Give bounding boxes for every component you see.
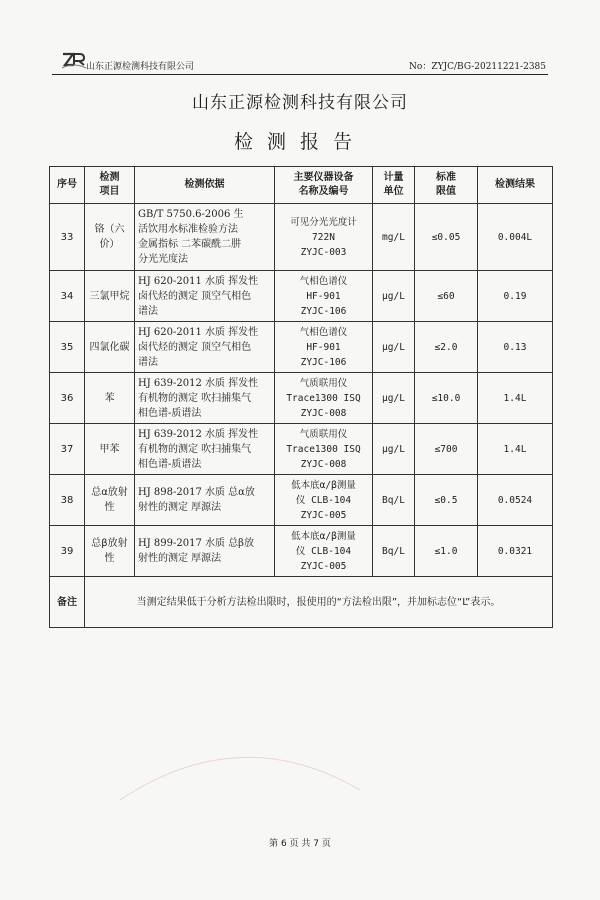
note-label: 备注 <box>50 577 85 628</box>
row-seq: 36 <box>50 373 85 424</box>
row-item: 四氯化碳 <box>85 322 135 373</box>
table-row <box>50 475 553 526</box>
row-limit: ≤0.05 <box>415 204 478 271</box>
page-footer: 第 6 页 共 7 页 <box>269 839 331 849</box>
row-instrument: 气相色谱仪 HF-901 ZYJC-106 <box>275 271 373 322</box>
report-title: 检测报告 <box>233 131 366 153</box>
row-unit: μg/L <box>373 322 415 373</box>
table-row <box>50 271 553 322</box>
row-method: HJ 898-2017 水质 总α放 射性的测定 厚源法 <box>135 475 275 526</box>
row-item: 甲苯 <box>85 424 135 475</box>
row-unit: Bq/L <box>373 475 415 526</box>
page-header <box>52 50 548 75</box>
table-header-row <box>50 167 553 204</box>
row-instrument: 气相色谱仪 HF-901 ZYJC-106 <box>275 322 373 373</box>
row-item: 总α放射 性 <box>85 475 135 526</box>
row-instrument: 气质联用仪 Trace1300 ISQ ZYJC-008 <box>275 373 373 424</box>
row-method: HJ 620-2011 水质 挥发性 卤代烃的测定 顶空气相色 谱法 <box>135 271 275 322</box>
row-seq: 35 <box>50 322 85 373</box>
row-result: 1.4L <box>478 424 553 475</box>
zy-logo-icon <box>60 50 88 70</box>
header-company-name: 山东正源检测科技有限公司 <box>86 62 195 72</box>
note-row <box>50 577 553 628</box>
row-method: HJ 639-2012 水质 挥发性 有机物的测定 吹扫捕集气 相色谱-质谱法 <box>135 424 275 475</box>
row-seq: 33 <box>50 204 85 271</box>
table-row <box>50 526 553 577</box>
row-limit: ≤1.0 <box>415 526 478 577</box>
note-text: 当测定结果低于分析方法检出限时，报使用的“方法检出限”，并加标志位“L”表示。 <box>85 577 553 628</box>
report-number: No：ZYJC/BG-20211221-2385 <box>409 62 546 72</box>
row-result: 0.004L <box>478 204 553 271</box>
row-seq: 37 <box>50 424 85 475</box>
row-result: 0.19 <box>478 271 553 322</box>
table-row <box>50 322 553 373</box>
row-unit: Bq/L <box>373 526 415 577</box>
table-row <box>50 204 553 271</box>
row-limit: ≤2.0 <box>415 322 478 373</box>
row-result: 0.0524 <box>478 475 553 526</box>
row-unit: μg/L <box>373 424 415 475</box>
row-result: 0.13 <box>478 322 553 373</box>
row-instrument: 低本底α/β测量 仪 CLB-104 ZYJC-005 <box>275 526 373 577</box>
row-unit: μg/L <box>373 373 415 424</box>
row-item: 三氯甲烷 <box>85 271 135 322</box>
row-item: 铬（六价） <box>85 204 135 271</box>
row-limit: ≤60 <box>415 271 478 322</box>
header-unit: 计量 单位 <box>373 167 415 204</box>
row-seq: 39 <box>50 526 85 577</box>
company-seal-stamp <box>110 700 370 820</box>
row-result: 1.4L <box>478 373 553 424</box>
header-seq: 序号 <box>50 167 85 204</box>
header-limit: 标准 限值 <box>415 167 478 204</box>
row-result: 0.0321 <box>478 526 553 577</box>
row-method: GB/T 5750.6-2006 生 活饮用水标准检验方法 金属指标 二苯碳酰二肼 分光光度法 <box>135 204 275 271</box>
header-item: 检测 项目 <box>85 167 135 204</box>
row-limit: ≤10.0 <box>415 373 478 424</box>
row-unit: μg/L <box>373 271 415 322</box>
row-instrument: 可见分光光度计 722N ZYJC-003 <box>275 204 373 271</box>
header-result: 检测结果 <box>478 167 553 204</box>
company-title: 山东正源检测科技有限公司 <box>192 93 408 113</box>
header-instrument: 主要仪器设备 名称及编号 <box>275 167 373 204</box>
row-unit: mg/L <box>373 204 415 271</box>
row-method: HJ 639-2012 水质 挥发性 有机物的测定 吹扫捕集气 相色谱-质谱法 <box>135 373 275 424</box>
table-row <box>50 424 553 475</box>
row-item: 总β放射 性 <box>85 526 135 577</box>
row-instrument: 气质联用仪 Trace1300 ISQ ZYJC-008 <box>275 424 373 475</box>
table-row <box>50 373 553 424</box>
row-limit: ≤700 <box>415 424 478 475</box>
row-instrument: 低本底α/β测量 仪 CLB-104 ZYJC-005 <box>275 475 373 526</box>
row-seq: 38 <box>50 475 85 526</box>
row-item: 苯 <box>85 373 135 424</box>
header-method: 检测依据 <box>135 167 275 204</box>
row-limit: ≤0.5 <box>415 475 478 526</box>
row-seq: 34 <box>50 271 85 322</box>
results-table <box>49 166 553 628</box>
row-method: HJ 899-2017 水质 总β放 射性的测定 厚源法 <box>135 526 275 577</box>
row-method: HJ 620-2011 水质 挥发性 卤代烃的测定 顶空气相色 谱法 <box>135 322 275 373</box>
